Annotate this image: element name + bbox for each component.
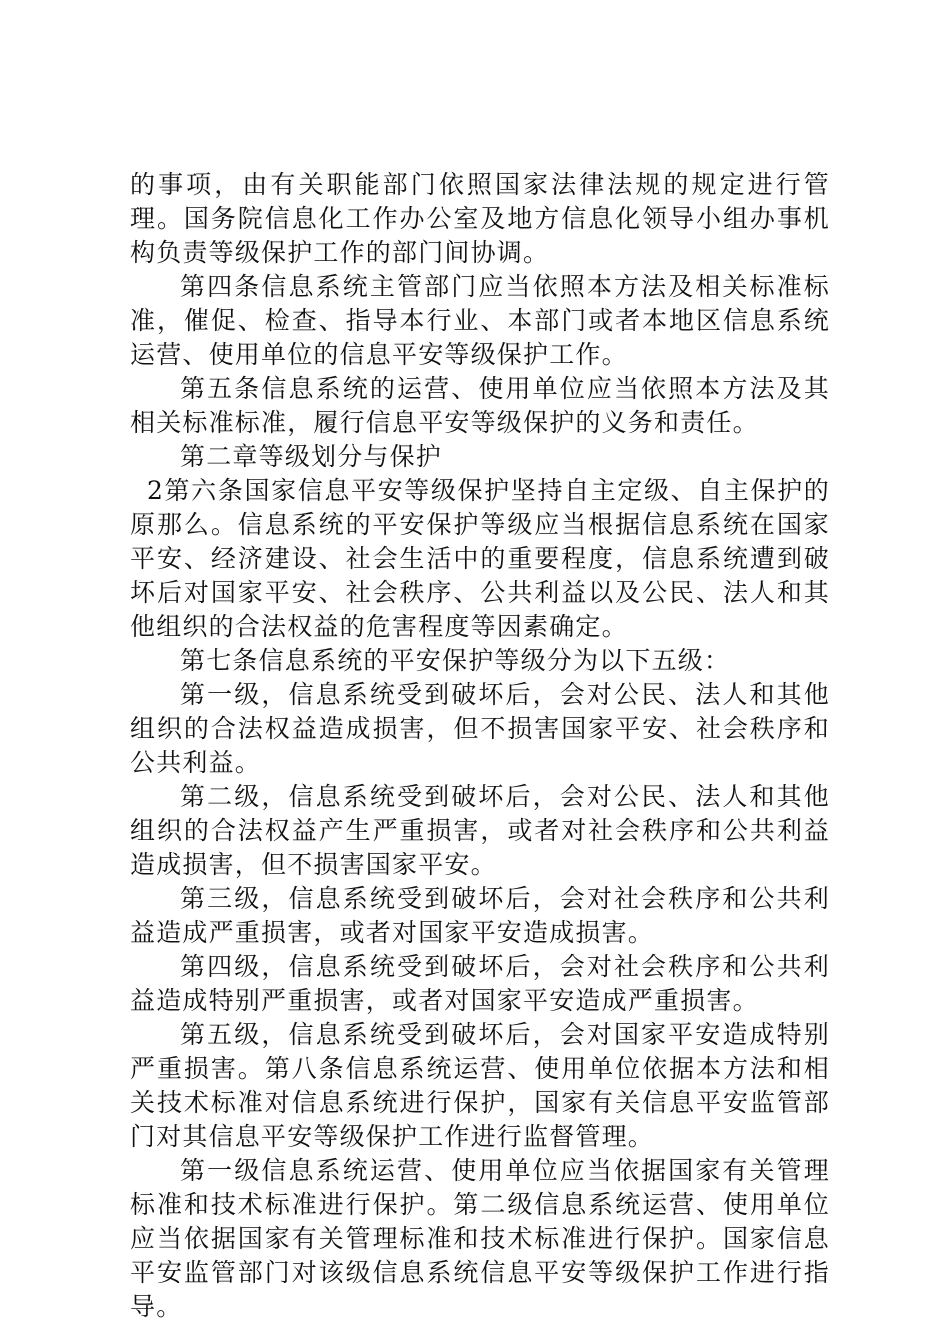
paragraph-level-1: 第一级，信息系统受到破坏后，会对公民、法人和其他组织的合法权益造成损害，但不损害国家平安、社会秩序和公共利益。 <box>130 680 830 777</box>
chapter-heading: 第二章等级划分与保护 <box>180 442 443 471</box>
paragraph-level-2: 第二级，信息系统受到破坏后，会对公民、法人和其他组织的合法权益产生严重损害，或者对社会秩序和公共利益造成损害，但不损害国家平安。 <box>130 782 830 879</box>
paragraph-continuation: 的事项，由有关职能部门依照国家法律法规的规定进行管理。国务院信息化工作办公室及地方信息化领导小组办事机构负责等级保护工作的部门间协调。 <box>130 170 830 267</box>
paragraph-article-7: 第七条信息系统的平安保护等级分为以下五级： <box>180 646 731 675</box>
paragraph-article-6: 2第六条国家信息平安等级保护坚持自主定级、自主保护的原那么。信息系统的平安保护等级应当根据信息系统在国家平安、经济建设、社会生活中的重要程度，信息系统遭到破坏后对国家平安、社会秩序、公共利益以及公民、法人和其他组织的合法权益的危害程度等因素确定。 <box>130 476 830 641</box>
paragraph-level-3: 第三级，信息系统受到破坏后，会对社会秩序和公共利益造成严重损害，或者对国家平安造成损害。 <box>130 884 830 947</box>
paragraph-level-5: 第五级，信息系统受到破坏后，会对国家平安造成特别严重损害。第八条信息系统运营、使用单位依据本方法和相关技术标准对信息系统进行保护，国家有关信息平安监管部门对其信息平安等级保护工作进行监督管理。 <box>130 1020 830 1151</box>
document-body <box>130 168 830 1324</box>
paragraph-article-5: 第五条信息系统的运营、使用单位应当依照本方法及其相关标准标准，履行信息平安等级保护的义务和责任。 <box>130 374 830 437</box>
paragraph-level-4: 第四级，信息系统受到破坏后，会对社会秩序和公共利益造成特别严重损害，或者对国家平安造成严重损害。 <box>130 952 830 1015</box>
paragraph-article-4: 第四条信息系统主管部门应当依照本方法及相关标准标准，催促、检查、指导本行业、本部门或者本地区信息系统运营、使用单位的信息平安等级保护工作。 <box>130 272 830 369</box>
paragraph-protection-levels: 第一级信息系统运营、使用单位应当依据国家有关管理标准和技术标准进行保护。第二级信息系统运营、使用单位应当依据国家有关管理标准和技术标准进行保护。国家信息平安监管部门对该级信息系统信息平安等级保护工作进行指导。 <box>130 1156 830 1321</box>
